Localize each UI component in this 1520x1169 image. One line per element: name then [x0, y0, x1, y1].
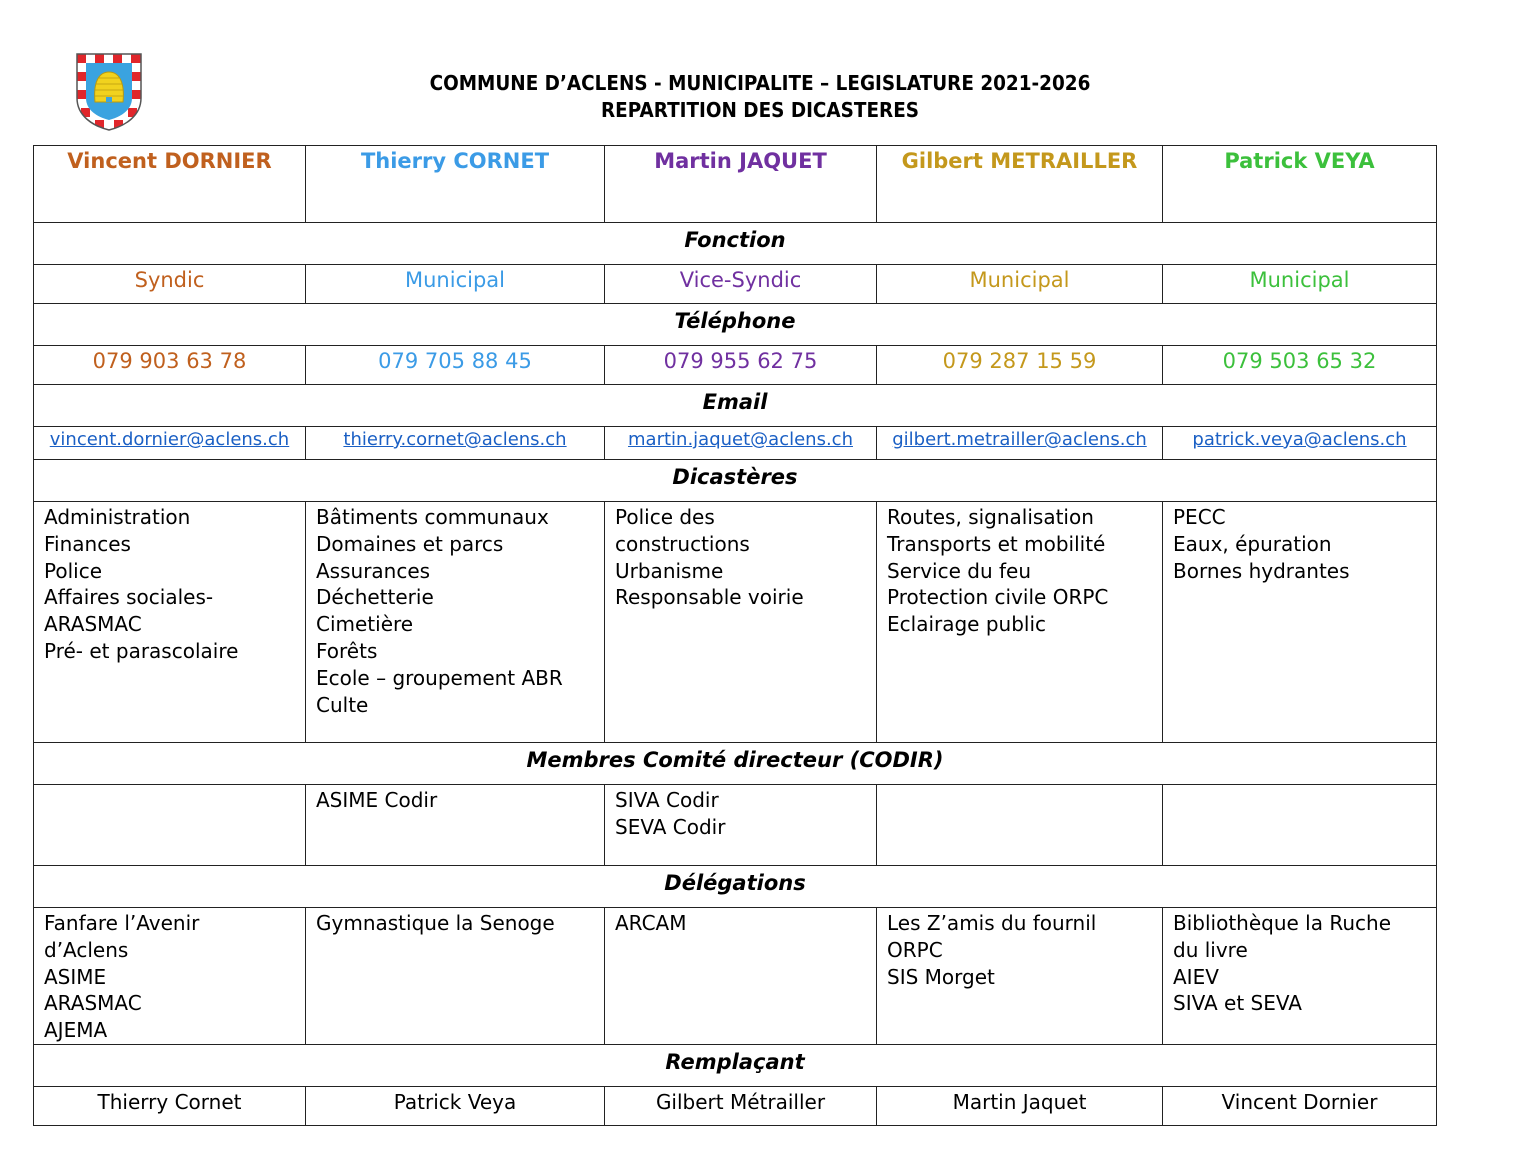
delegations-row — [34, 908, 1437, 1045]
dicasteres-item: Déchetterie — [316, 585, 434, 610]
dicasteres-item: Assurances — [316, 558, 431, 583]
dicasteres-item: Forêts — [316, 638, 378, 663]
delegations-item: SIS Morget — [887, 964, 995, 989]
codir-cell — [306, 785, 605, 866]
delegations-cell — [877, 908, 1163, 1045]
dicasteres-item: Protection civile ORPC — [887, 585, 1109, 610]
delegations-item: Gymnastique la Senoge — [316, 911, 555, 935]
fonction-cell: Vice-Syndic — [605, 265, 877, 304]
member-name: Thierry CORNET — [306, 146, 605, 223]
member-name: Martin JAQUET — [605, 146, 877, 223]
dicasteres-cell — [306, 502, 605, 743]
dicasteres-item: Service du feu — [887, 558, 1032, 583]
dicasteres-item: Finances — [44, 531, 131, 556]
codir-row — [34, 785, 1437, 866]
delegations-cell — [605, 908, 877, 1045]
delegations-item: SIVA et SEVA — [1173, 991, 1302, 1016]
delegations-cell — [1163, 908, 1437, 1045]
telephone-cell: 079 705 88 45 — [306, 346, 605, 385]
member-name: Vincent DORNIER — [34, 146, 306, 223]
remplacant-cell: Patrick Veya — [306, 1086, 605, 1125]
title-line-1: COMMUNE D’ACLENS - MUNICIPALITE – LEGISLATURE 2021-2026 — [429, 71, 1091, 95]
delegations-item: Bibliothèque la Ruche — [1173, 911, 1391, 935]
section-header-email: Email — [34, 385, 1437, 427]
section-header-dicasteres: Dicastères — [34, 460, 1437, 502]
dicasteres-item: Eclairage public — [887, 612, 1047, 637]
remplacant-row — [34, 1086, 1437, 1125]
fonction-cell: Syndic — [34, 265, 306, 304]
dicasteres-cell — [605, 502, 877, 743]
codir-cell — [877, 785, 1163, 866]
dicasteres-item: Routes, signalisation — [887, 505, 1094, 529]
email-link[interactable]: thierry.cornet@aclens.ch — [343, 429, 567, 450]
member-name: Gilbert METRAILLER — [877, 146, 1163, 223]
section-header-fonction: Fonction — [34, 223, 1437, 265]
dicasteres-cell — [877, 502, 1163, 743]
dicasteres-item: Responsable voirie — [615, 585, 804, 610]
email-link[interactable]: gilbert.metrailler@aclens.ch — [892, 429, 1147, 450]
telephone-cell: 079 287 15 59 — [877, 346, 1163, 385]
remplacant-cell: Thierry Cornet — [34, 1086, 306, 1125]
dicasteres-item: Affaires sociales- — [44, 585, 214, 610]
codir-cell — [605, 785, 877, 866]
dicasteres-item: PECC — [1173, 505, 1226, 529]
section-header-telephone: Téléphone — [34, 304, 1437, 346]
dicasteres-item: Administration — [44, 505, 191, 529]
delegations-item: du livre — [1173, 937, 1248, 962]
remplacant-cell: Martin Jaquet — [877, 1086, 1163, 1125]
delegations-item: ARCAM — [615, 911, 687, 935]
email-link[interactable]: vincent.dornier@aclens.ch — [49, 429, 290, 450]
section-header-codir: Membres Comité directeur (CODIR) — [34, 743, 1437, 785]
dicasteres-item: Urbanisme — [615, 558, 724, 583]
section-header-remplacant: Remplaçant — [34, 1044, 1437, 1086]
dicasteres-item: Cimetière — [316, 612, 414, 637]
codir-item: SIVA Codir — [615, 788, 719, 812]
delegations-item: ARASMAC — [44, 991, 142, 1016]
dicasteres-item: Ecole – groupement ABR — [316, 665, 563, 690]
member-name: Patrick VEYA — [1163, 146, 1437, 223]
delegations-item: d’Aclens — [44, 937, 129, 962]
dicasteres-item: Culte — [316, 692, 369, 717]
dicasteres-item: Transports et mobilité — [887, 531, 1106, 556]
dicasteres-item: Pré- et parascolaire — [44, 638, 239, 663]
delegations-item: ORPC — [887, 937, 943, 962]
email-row — [34, 427, 1437, 460]
telephone-cell: 079 903 63 78 — [34, 346, 306, 385]
telephone-cell: 079 503 65 32 — [1163, 346, 1437, 385]
delegations-item: Les Z’amis du fournil — [887, 911, 1097, 935]
section-header-delegations: Délégations — [34, 866, 1437, 908]
dicasteres-row — [34, 502, 1437, 743]
telephone-row — [34, 346, 1437, 385]
fonction-cell: Municipal — [877, 265, 1163, 304]
dicasteres-item: Bornes hydrantes — [1173, 558, 1350, 583]
codir-item: SEVA Codir — [615, 814, 726, 839]
dicasteres-table — [33, 145, 1437, 1126]
title-line-2: REPARTITION DES DICASTERES — [600, 98, 920, 122]
email-link[interactable]: patrick.veya@aclens.ch — [1192, 429, 1407, 450]
dicasteres-item: Eaux, épuration — [1173, 531, 1332, 556]
delegations-cell — [34, 908, 306, 1045]
dicasteres-item: Police — [44, 558, 102, 583]
fonction-cell: Municipal — [306, 265, 605, 304]
fonction-row — [34, 265, 1437, 304]
delegations-item: AJEMA — [44, 1018, 108, 1043]
dicasteres-item: constructions — [615, 531, 750, 556]
remplacant-cell: Gilbert Métrailler — [605, 1086, 877, 1125]
remplacant-cell: Vincent Dornier — [1163, 1086, 1437, 1125]
fonction-cell: Municipal — [1163, 265, 1437, 304]
codir-cell — [34, 785, 306, 866]
delegations-item: AIEV — [1173, 964, 1219, 989]
dicasteres-item: Police des — [615, 505, 715, 529]
email-link[interactable]: martin.jaquet@aclens.ch — [628, 429, 853, 450]
codir-item: ASIME Codir — [316, 788, 438, 812]
dicasteres-item: Domaines et parcs — [316, 531, 504, 556]
dicasteres-item: Bâtiments communaux — [316, 505, 549, 529]
dicasteres-cell — [1163, 502, 1437, 743]
document-title — [0, 70, 1520, 124]
delegations-cell — [306, 908, 605, 1045]
delegations-item: ASIME — [44, 964, 107, 989]
names-row — [34, 146, 1437, 223]
dicasteres-item: ARASMAC — [44, 612, 142, 637]
telephone-cell: 079 955 62 75 — [605, 346, 877, 385]
delegations-item: Fanfare l’Avenir — [44, 911, 200, 935]
dicasteres-cell — [34, 502, 306, 743]
codir-cell — [1163, 785, 1437, 866]
